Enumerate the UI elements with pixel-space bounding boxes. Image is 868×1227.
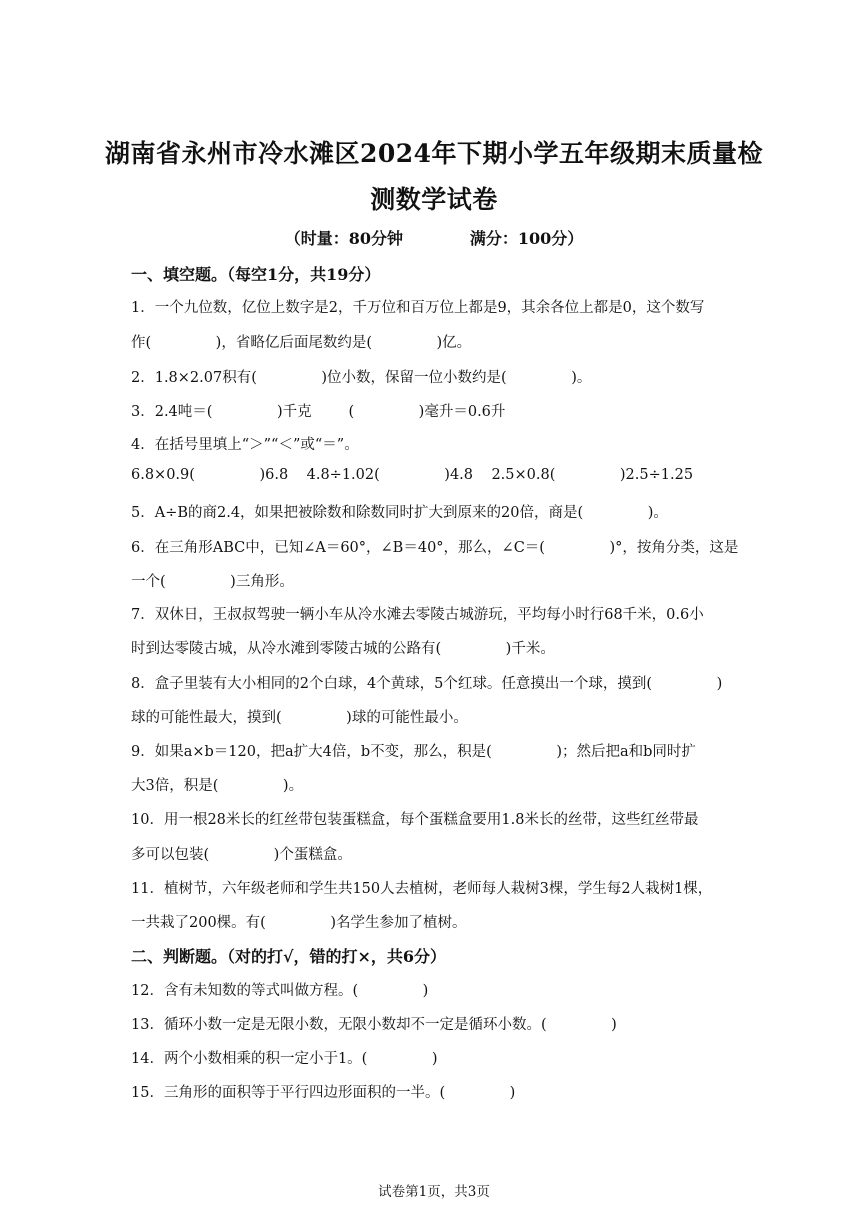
question-line: 一共栽了200棵。有( )名学生参加了植树。 xyxy=(131,915,467,931)
question-line: 作( )，省略亿后面尾数约是( )亿。 xyxy=(131,335,472,351)
question-line: 一个( )三角形。 xyxy=(131,574,294,590)
question-line: 4．在括号里填上“＞”“＜”或“＝”。 xyxy=(131,437,359,453)
question-line: 球的可能性最大，摸到( )球的可能性最小。 xyxy=(131,710,468,726)
question-line: 14．两个小数相乘的积一定小于1。( ) xyxy=(131,1051,438,1067)
question-line: 6．在三角形ABC中，已知∠A＝60°，∠B＝40°，那么，∠C＝( )°，按角分类，这是 xyxy=(131,540,739,556)
page-footer: 试卷第1页，共3页 xyxy=(378,1184,490,1200)
question-line: 9．如果a×b＝120，把a扩大4倍，b不变，那么，积是( )；然后把a和b同时扩 xyxy=(131,744,696,760)
question-line: 3．2.4吨＝( )千克 ( )毫升＝0.6升 xyxy=(131,404,506,420)
section-heading-fill-in: 一、填空题。（每空1分，共19分） xyxy=(131,265,381,284)
question-line: 1．一个九位数，亿位上数字是2，千万位和百万位上都是9，其余各位上都是0，这个数写 xyxy=(131,300,705,316)
page-title-line-2: 测数学试卷 xyxy=(370,185,498,214)
question-line: 13．循环小数一定是无限小数，无限小数却不一定是循环小数。( ) xyxy=(131,1017,617,1033)
section-heading-true-false: 二、判断题。（对的打√，错的打×，共6分） xyxy=(131,947,447,966)
question-line: 2．1.8×2.07积有( )位小数，保留一位小数约是( )。 xyxy=(131,370,592,386)
page-title-line-1: 湖南省永州市冷水滩区2024年下期小学五年级期末质量检 xyxy=(104,139,764,168)
question-line: 11．植树节，六年级老师和学生共150人去植树，老师每人栽树3棵，学生每2人栽树1棵， xyxy=(131,881,713,897)
question-line: 大3倍，积是( )。 xyxy=(131,778,304,794)
question-line: 时到达零陵古城，从冷水滩到零陵古城的公路有( )千米。 xyxy=(131,641,555,657)
question-line: 6.8×0.9( )6.8 4.8÷1.02( )4.8 2.5×0.8( )2.5÷1.25 xyxy=(131,467,694,483)
question-line: 5．A÷B的商2.4，如果把被除数和除数同时扩大到原来的20倍，商是( )。 xyxy=(131,505,668,521)
question-line: 多可以包装( )个蛋糕盒。 xyxy=(131,847,352,863)
question-line: 7．双休日，王叔叔驾驶一辆小车从冷水滩去零陵古城游玩，平均每小时行68千米，0.6小 xyxy=(131,607,704,623)
question-line: 12．含有未知数的等式叫做方程。( ) xyxy=(131,983,429,999)
question-line: 8．盒子里装有大小相同的2个白球，4个黄球，5个红球。任意摸出一个球，摸到( ) xyxy=(131,676,723,692)
question-line: 10．用一根28米长的红丝带包装蛋糕盒，每个蛋糕盒要用1.8米长的丝带，这些红丝带最 xyxy=(131,812,699,828)
question-line: 15．三角形的面积等于平行四边形面积的一半。( ) xyxy=(131,1085,516,1101)
exam-time-and-score: （时量：80分钟 满分：100分） xyxy=(284,229,584,248)
